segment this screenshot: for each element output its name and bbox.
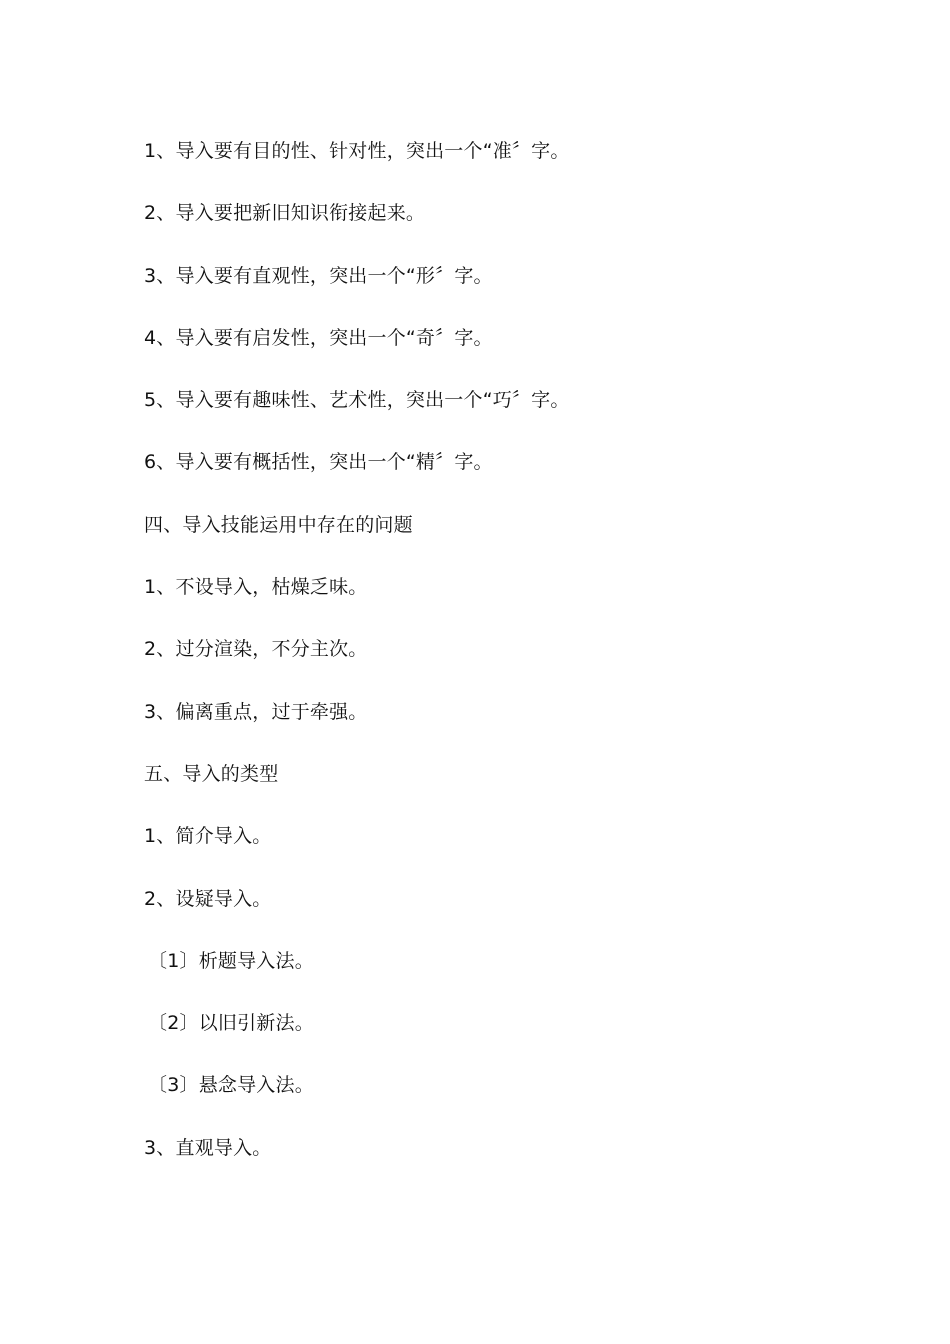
list-item: 2、设疑导入。 [144,887,272,910]
list-item: 3、直观导入。 [144,1136,272,1159]
list-item: 6、导入要有概括性，突出一个“精〞字。 [144,451,493,474]
list-item: 2、导入要把新旧知识衔接起来。 [144,202,426,225]
document-body [144,128,864,1187]
sub-list-item: 〔3〕悬念导入法。 [148,1074,314,1097]
sub-list-item: 〔1〕析题导入法。 [148,949,314,972]
list-item: 3、导入要有直观性，突出一个“形〞字。 [144,264,493,287]
list-item: 1、不设导入，枯燥乏味。 [144,576,368,599]
sub-list-item: 〔2〕以旧引新法。 [148,1012,314,1035]
section-heading: 五、导入的类型 [144,762,279,785]
list-item: 1、导入要有目的性、针对性，突出一个“准〞字。 [144,140,570,162]
list-item: 5、导入要有趣味性、艺术性，突出一个“巧〞字。 [144,389,570,412]
list-item: 2、过分渲染，不分主次。 [144,638,368,661]
list-item: 1、简介导入。 [144,825,272,848]
section-heading: 四、导入技能运用中存在的问题 [144,513,413,536]
list-item: 3、偏离重点，过于牵强。 [144,700,368,723]
list-item: 4、导入要有启发性，突出一个“奇〞字。 [144,326,493,349]
